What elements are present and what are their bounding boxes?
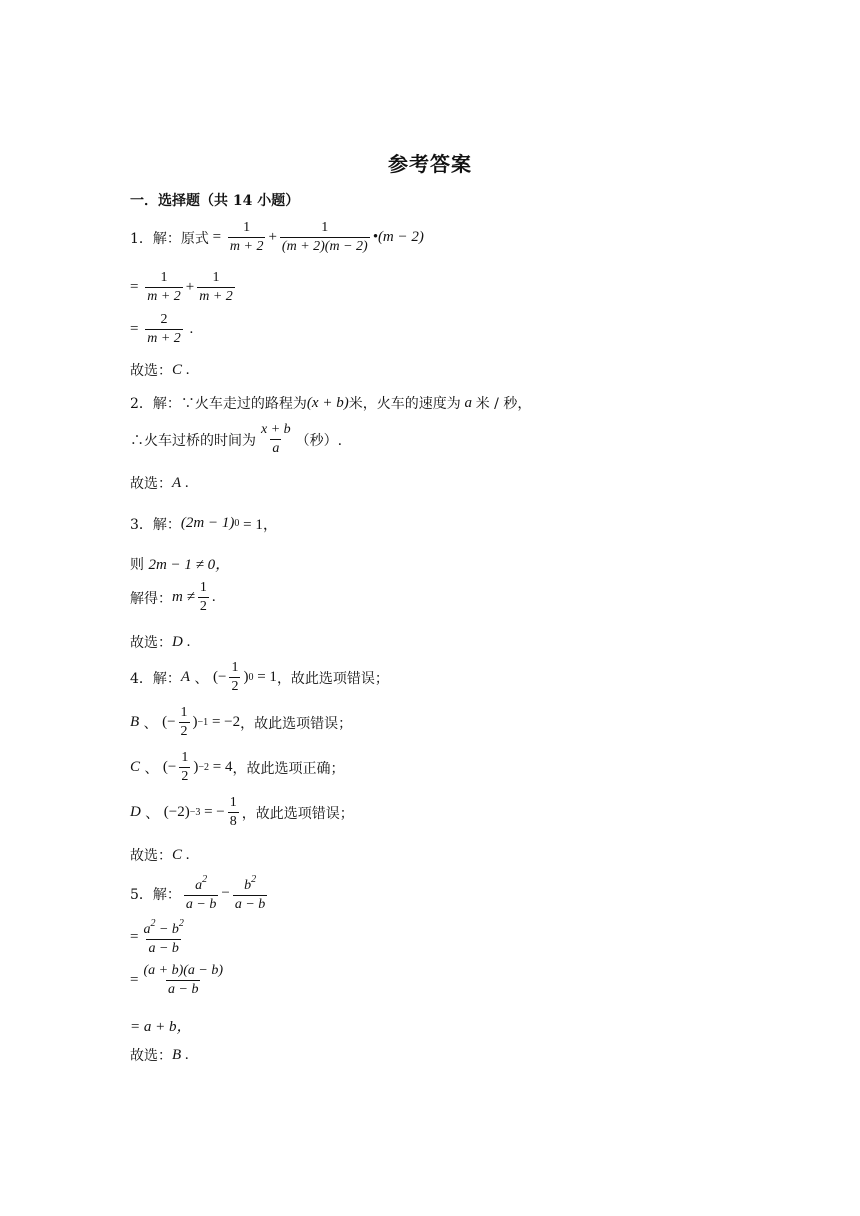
q4-option-c: C 、 (− $\frac{1}{2}$ ) −2 = 4 ，故此选项正确； [130,750,345,784]
q2-line1: 2．解： ∵火车走过的路程为 (x + b) 米，火车的速度为 a 米 / 秒， [130,394,532,412]
q5-line1: 5．解： $\frac{a^2}{a - b}$ − $\frac{b^2}{a - b}$ [130,874,266,912]
q1-fraction-1: $\frac{1}{m + 2}$ [229,220,264,254]
q2-answer: 故选： A . [130,474,189,492]
q4-option-a: 4．解： A 、 (− $\frac{1}{2}$ ) 0 = 1 ，故此选项错误； [130,660,389,694]
q4-option-d: D 、 (−2) −3 = − $\frac{1}{8}$ ，故此选项错误； [130,795,354,829]
q1-line1: 1．解：原式 = $\frac{1}{m + 2}$ + $\frac{1}{(m + 2)(m - 2)}$ •(m − 2) [130,220,424,254]
q5-line4: = a + b， [130,1019,192,1035]
q4-answer: 故选： C . [130,846,190,864]
q1-fraction-2: $\frac{1}{(m + 2)(m - 2)}$ [281,220,368,254]
q2-fraction: $\frac{x + b}{a}$ [261,422,291,456]
q3-fraction: $\frac{1}{2}$ [199,580,207,614]
q3-line2: 则 2m − 1 ≠ 0， [130,556,231,573]
q4-option-b: B 、 (− $\frac{1}{2}$ ) −1 = −2 ，故此选项错误； [130,705,353,739]
q3-line3: 解得： m ≠ $\frac{1}{2}$ . [130,580,216,614]
q1-line2: = $\frac{1}{m + 2}$ + $\frac{1}{m + 2}$ [130,270,233,304]
page-title: 参考答案 [388,152,472,176]
section-heading: 一．选择题（共 14 小题） [130,193,300,209]
q5-answer: 故选： B . [130,1046,189,1064]
q1-label: 1．解：原式 [130,230,209,247]
q3-line1: 3．解： (2m − 1) 0 = 1， [130,515,278,533]
q1-tail: •(m − 2) [372,229,424,245]
q5-line2: = $\frac{a^2 - b^2}{a - b}$ [130,918,184,956]
q1-line3-fraction: $\frac{2}{m + 2}$ [147,312,181,346]
q1-line2-fraction-1: $\frac{1}{m + 2}$ [147,270,181,304]
q3-answer: 故选： D . [130,633,191,651]
q1-answer: 故选： C . [130,361,190,379]
q1-line3: = $\frac{2}{m + 2}$ . [130,312,194,346]
q1-line2-fraction-2: $\frac{1}{m + 2}$ [199,270,233,304]
q2-line2: ∴火车过桥的时间为 $\frac{x + b}{a}$ （秒）. [130,422,343,456]
q5-line3: = $\frac{(a + b)(a - b)}{a - b}$ [130,963,224,997]
